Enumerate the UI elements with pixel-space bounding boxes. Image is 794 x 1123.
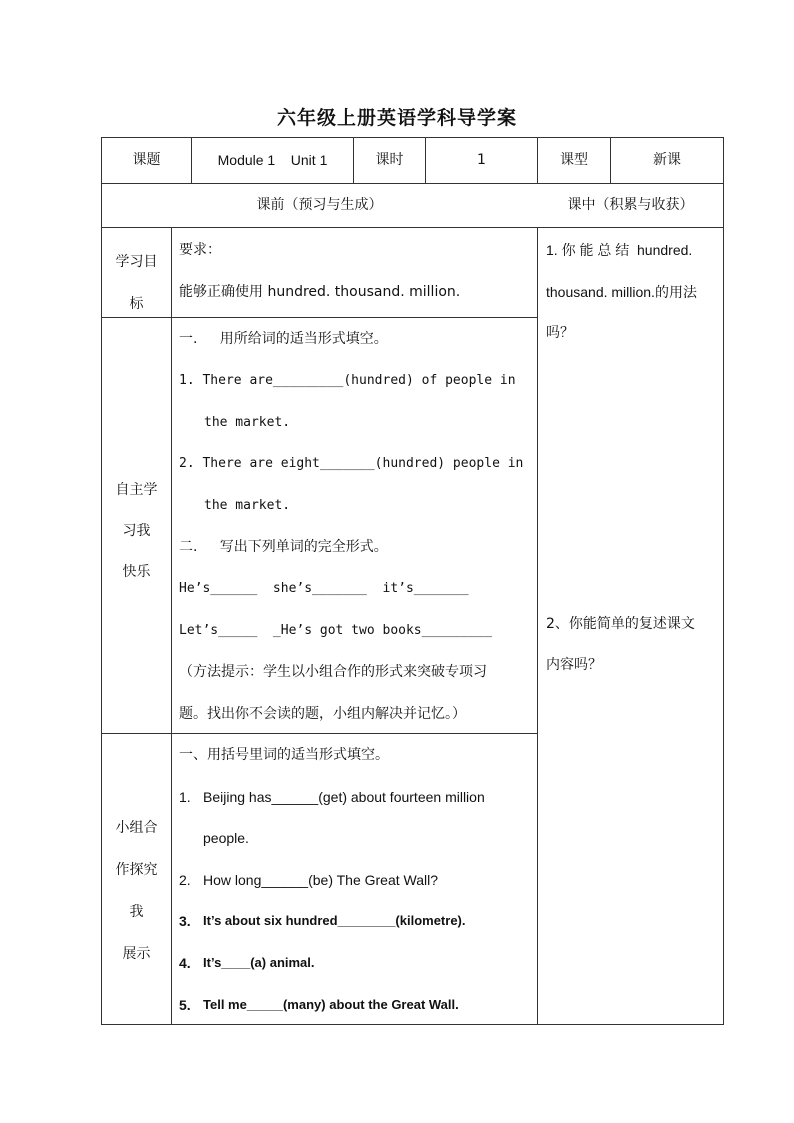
- reflection-q1-line2: thousand. million.的用法: [546, 284, 697, 300]
- method-hint-line2: 题。找出你不会读的题，小组内解决并记忆。）: [179, 706, 466, 722]
- method-hint-line1: （方法提示：学生以小组合作的形式来突破专项习: [179, 664, 487, 680]
- topic-value: Module 1 Unit 1: [217, 152, 328, 168]
- group-q1-num: 1.: [179, 789, 191, 805]
- reflection-q1-line3: 吗？: [546, 325, 574, 341]
- group-q2-text: How long______(be) The Great Wall?: [203, 872, 439, 888]
- group-q3-text: It’s about six hundred________(kilometre).: [203, 913, 466, 928]
- group-q4-num: 4.: [179, 955, 191, 971]
- row-divider: [102, 227, 723, 228]
- self-study-q1: 1. There are_________(hundred) of people in: [179, 373, 516, 388]
- group-q5-num: 5.: [179, 997, 191, 1013]
- lesson-plan-table: [101, 137, 724, 1025]
- goals-line1: 要求：: [179, 242, 221, 258]
- type-value: 新课: [653, 152, 681, 168]
- group-q3-num: 3.: [179, 913, 191, 929]
- contraction-row-2: Let’s_____ _He’s got two books_________: [179, 623, 493, 638]
- group-q5-text: Tell me_____(many) about the Great Wall.: [203, 997, 459, 1012]
- row-divider: [102, 733, 537, 734]
- self-study-q1-cont: the market.: [204, 415, 291, 430]
- type-label: 课型: [560, 152, 588, 168]
- period-label: 课时: [375, 152, 404, 168]
- contraction-row-1: He’s______ she’s_______ it’s_______: [179, 581, 469, 596]
- self-study-heading-2: 二. 写出下列单词的完全形式。: [179, 539, 388, 555]
- in-class-heading: 课中（积累与收获）: [567, 197, 694, 213]
- group-q2-num: 2.: [179, 872, 191, 888]
- period-value: 1: [477, 152, 486, 168]
- topic-label: 课题: [132, 152, 161, 168]
- goals-line2: 能够正确使用 hundred. thousand. million.: [179, 284, 461, 300]
- page-title: 六年级上册英语学科导学案: [276, 107, 517, 129]
- reflection-q1-line1: 1. 你 能 总 结 hundred.: [546, 242, 693, 258]
- col-divider: [171, 227, 172, 1024]
- group-q1-text: Beijing has______(get) about fourteen million: [203, 789, 485, 805]
- reflection-q2-line1: 2、你能简单的复述课文: [546, 616, 695, 632]
- self-study-heading-1: 一. 用所给词的适当形式填空。: [179, 331, 388, 347]
- goals-label: 学习目 标: [115, 254, 158, 312]
- self-study-q2-cont: the market.: [204, 498, 291, 513]
- group-q4-text: It’s____(a) animal.: [203, 955, 315, 970]
- before-class-heading: 课前（预习与生成）: [256, 197, 383, 213]
- reflection-q2-line2: 内容吗？: [546, 657, 602, 673]
- self-study-label: 自主学 习我 快乐: [115, 482, 158, 580]
- group-work-heading: 一、用括号里词的适当形式填空。: [179, 747, 389, 763]
- col-divider: [537, 227, 538, 1024]
- group-q1-cont: people.: [203, 830, 249, 846]
- row-divider: [102, 183, 723, 184]
- group-work-label: 小组合 作探究 我 展示: [115, 820, 158, 962]
- self-study-q2: 2. There are eight_______(hundred) people in: [179, 456, 524, 471]
